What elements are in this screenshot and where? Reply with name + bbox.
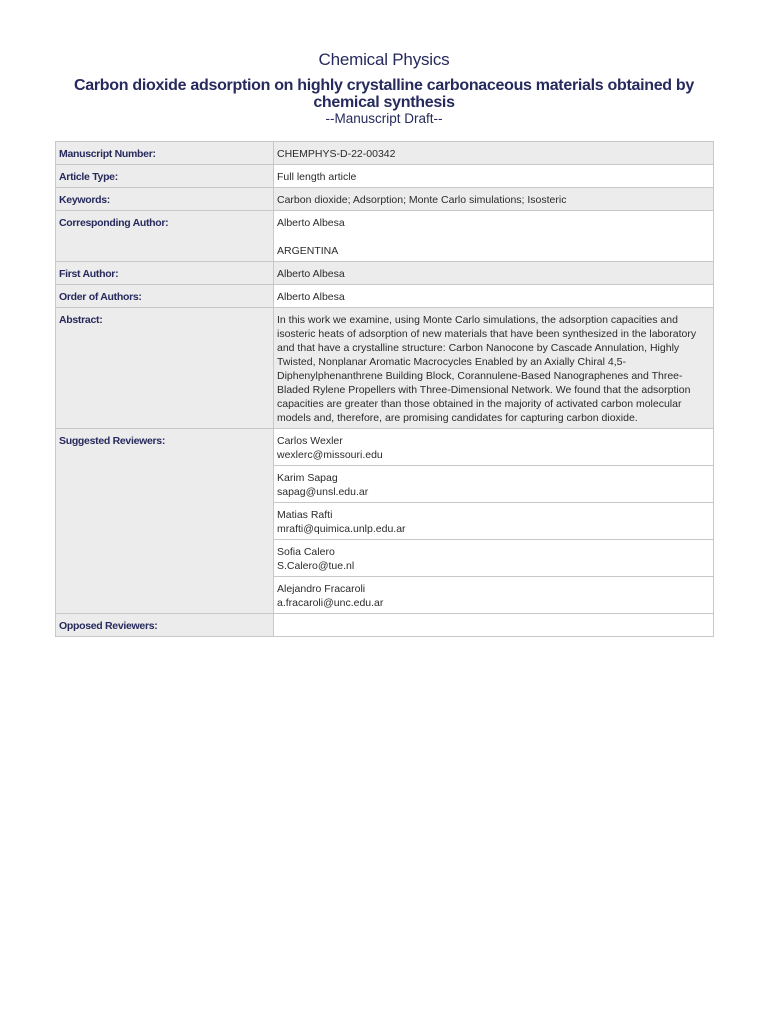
table-row-opposed-reviewers [56,614,714,637]
draft-label: --Manuscript Draft-- [325,111,443,126]
opposed-reviewers-value [274,614,714,637]
reviewer-email: a.fracaroli@unc.edu.ar [277,597,384,609]
reviewer-name: Alejandro Fracaroli [277,583,366,595]
table-row-first-author [56,262,714,285]
table-row-keywords [56,188,714,211]
keywords-value: Carbon dioxide; Adsorption; Monte Carlo simulations; Isosteric [274,188,714,211]
article-type-value: Full length article [274,165,714,188]
reviewer-name: Karim Sapag [277,472,338,484]
table-row-order-of-authors [56,285,714,308]
first-author-value: Alberto Albesa [274,262,714,285]
reviewer-entry [274,577,714,614]
document-header [0,48,768,127]
reviewer-entry [274,429,714,466]
reviewer-email: wexlerc@missouri.edu [277,449,383,461]
corresponding-author-name: Alberto Albesa [277,217,345,229]
corresponding-author-country: ARGENTINA [277,245,339,257]
reviewer-email: S.Calero@tue.nl [277,560,355,572]
manuscript-details-table [55,141,714,637]
keywords-label: Keywords: [56,188,274,211]
table-row-abstract [56,308,714,429]
table-row-article-type [56,165,714,188]
reviewer-entry [274,503,714,540]
reviewer-name: Matias Rafti [277,509,333,521]
corresponding-author-label: Corresponding Author: [56,211,274,262]
opposed-reviewers-label: Opposed Reviewers: [56,614,274,637]
first-author-label: First Author: [56,262,274,285]
reviewer-email: sapag@unsl.edu.ar [277,486,369,498]
table-row-suggested-reviewer [56,429,714,466]
manuscript-number-label: Manuscript Number: [56,142,274,165]
order-of-authors-value: Alberto Albesa [274,285,714,308]
article-type-label: Article Type: [56,165,274,188]
reviewer-email: mrafti@quimica.unlp.edu.ar [277,523,406,535]
abstract-value: In this work we examine, using Monte Carlo simulations, the adsorption capacities and isosteric heats of adsorption of new materials that have been synthesized in the laboratory and that have a crystalline structure: Carbon Nanocone by Cascade Annulation, Highly Twisted, Nonplanar Aromatic Macrocycles Enabled by an Axially Chiral 4,5-Diphenylphenanthrene Building Block, Corannulene-Based Nanographenes and Three-Bladed Rylene Propellers with Three-Dimensional Network. We found that the adsorption capacities are greater than those obtained in the majority of activated carbon molecular models and, therefore, are promising candidates for capturing carbon dioxide. [274,308,714,429]
reviewer-entry [274,540,714,577]
table-row-manuscript-number [56,142,714,165]
order-of-authors-label: Order of Authors: [56,285,274,308]
table-row-corresponding-author [56,211,714,262]
abstract-label: Abstract: [56,308,274,429]
reviewer-name: Carlos Wexler [277,435,343,447]
suggested-reviewers-label: Suggested Reviewers: [56,429,274,614]
journal-name: Chemical Physics [318,50,450,69]
manuscript-number-value: CHEMPHYS-D-22-00342 [274,142,714,165]
reviewer-name: Sofia Calero [277,546,335,558]
corresponding-author-value [274,211,714,262]
manuscript-title: Carbon dioxide adsorption on highly crystalline carbonaceous materials obtained by chemical synthesis [74,77,694,111]
reviewer-entry [274,466,714,503]
